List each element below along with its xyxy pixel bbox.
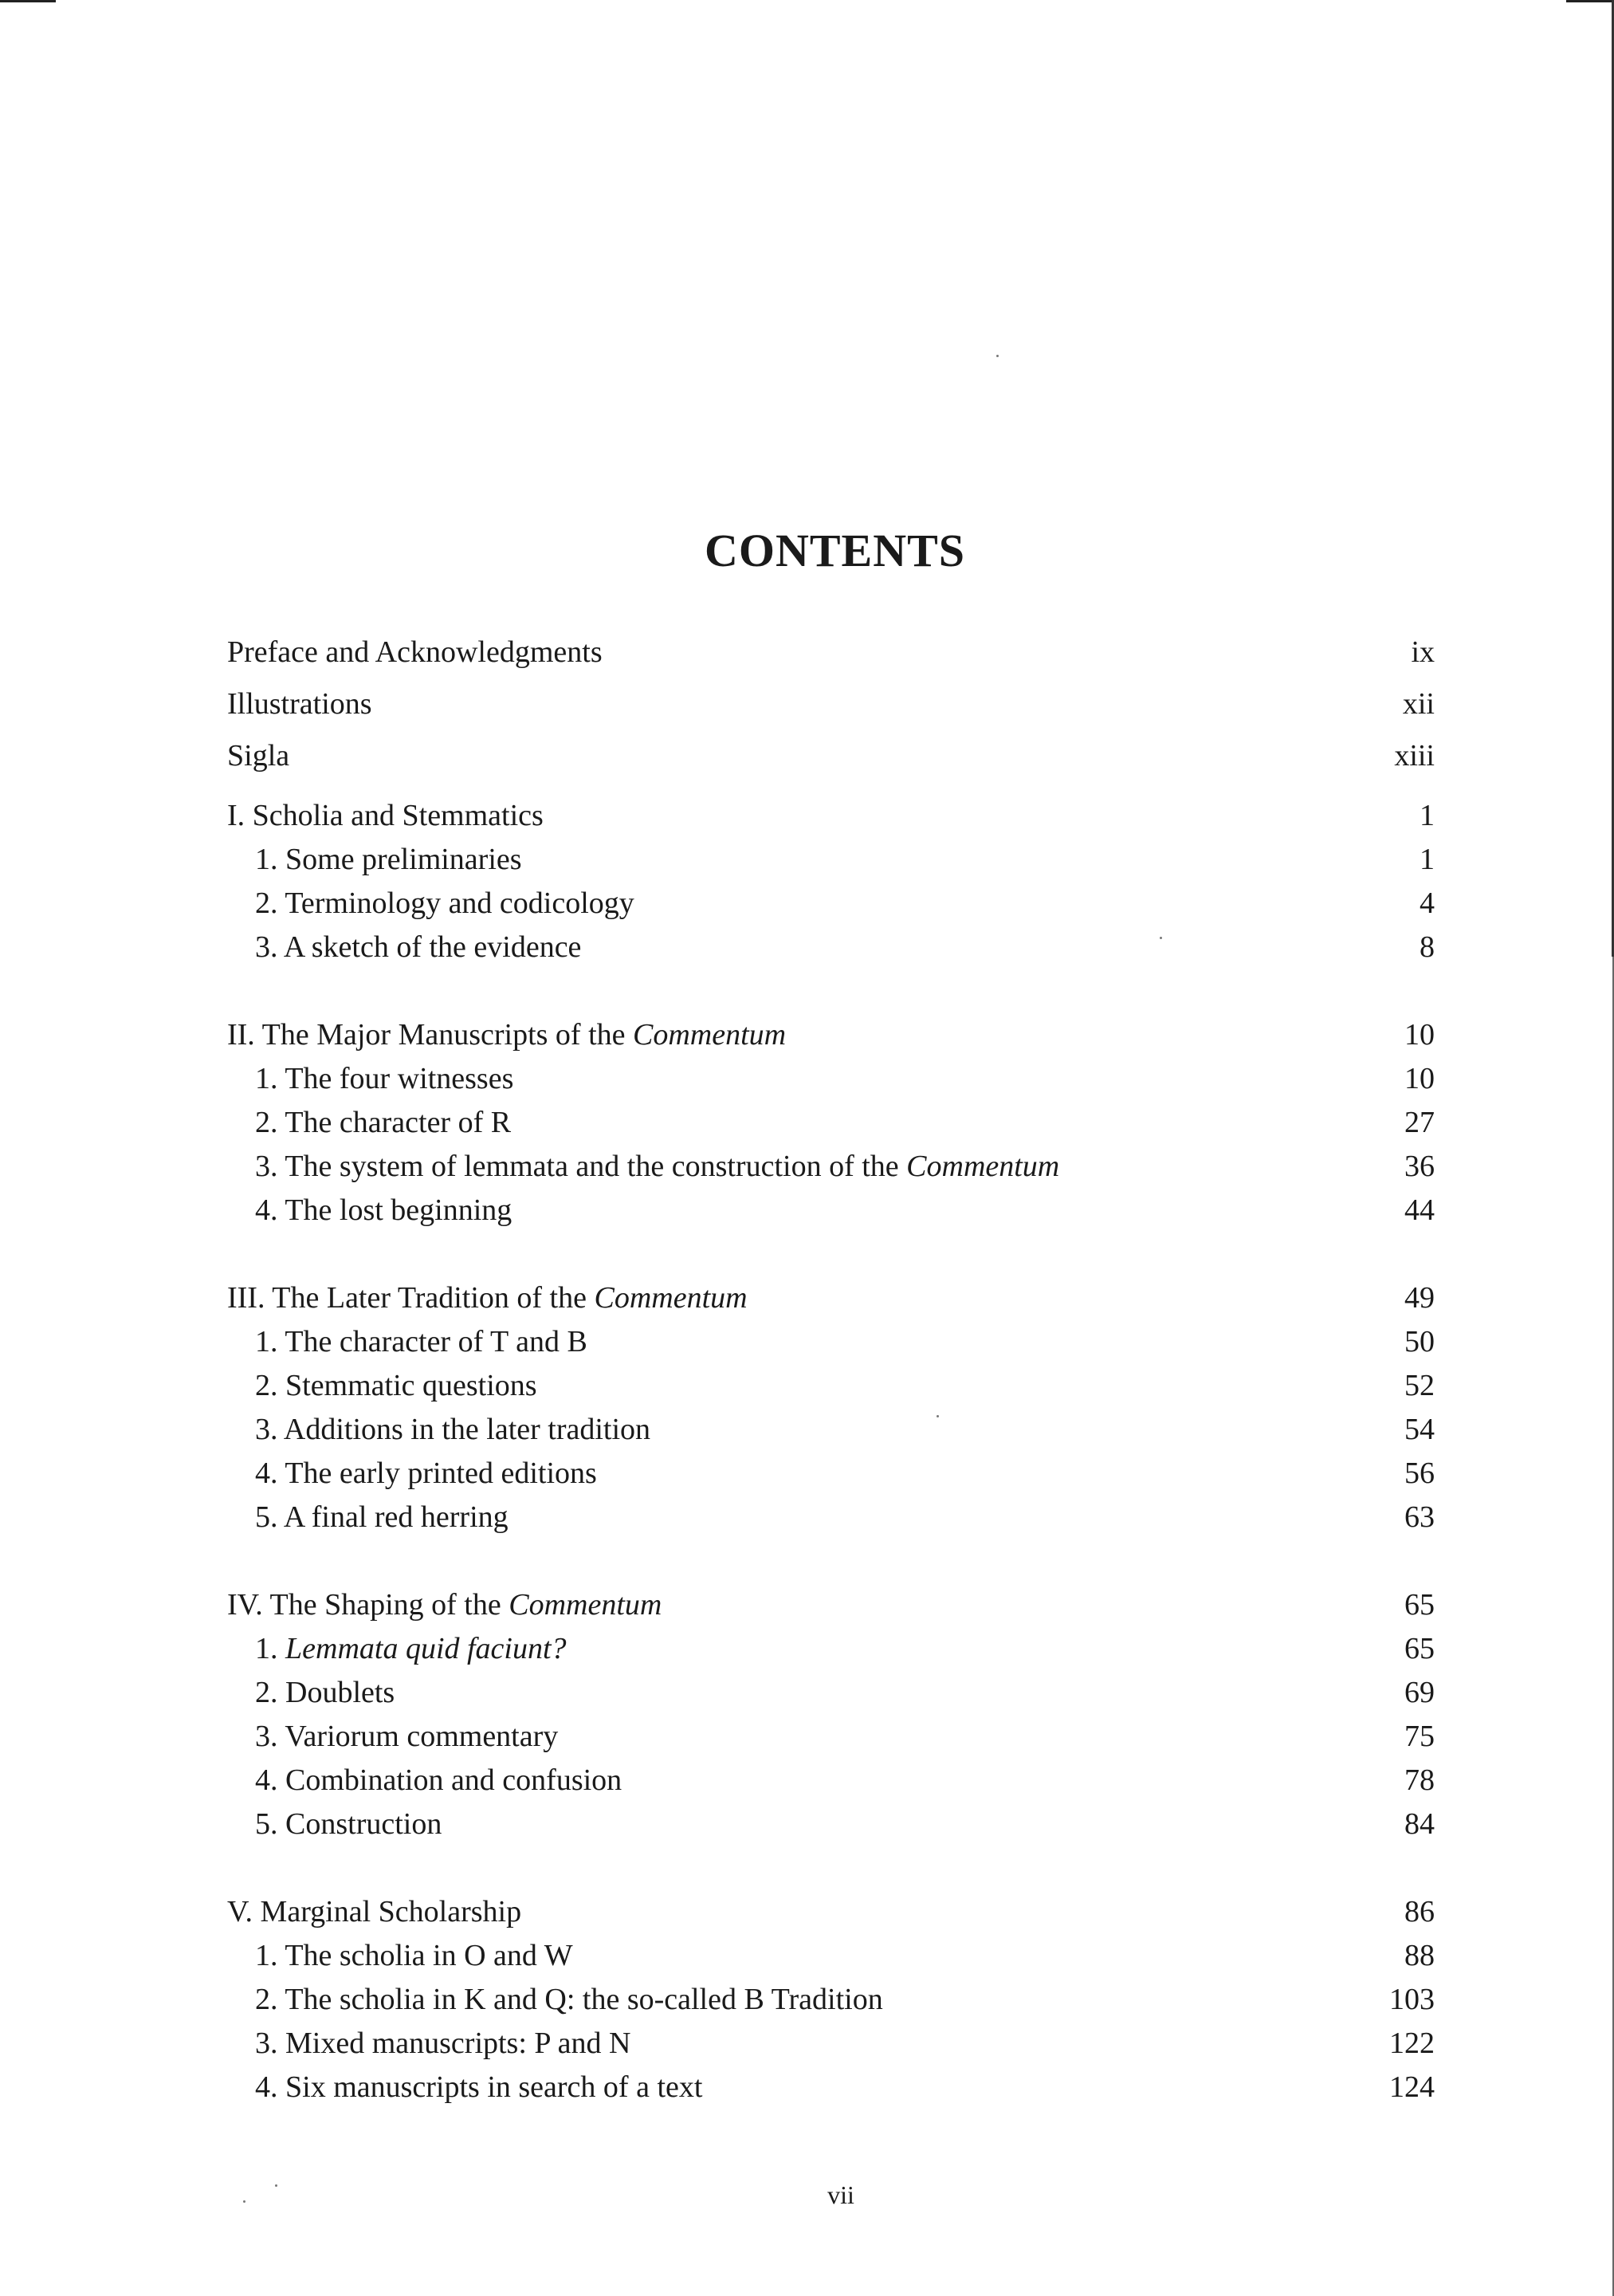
toc-entry-text: Preface and Acknowledgments: [227, 635, 603, 669]
toc-entry-label: [255, 1451, 597, 1496]
toc-entry-label: [255, 1758, 622, 1803]
toc-entry-text: II. The Major Manuscripts of the: [227, 1018, 634, 1052]
toc-entry-text: 3. The system of lemmata and the construction of the: [255, 1150, 907, 1183]
toc-entry-text: 2. Doublets: [255, 1676, 395, 1709]
toc-page-number: ix: [1411, 635, 1435, 669]
toc-entry-label: [255, 1188, 512, 1233]
toc-section: [227, 1977, 1435, 2022]
toc-section: [227, 1626, 1435, 1671]
toc-entry-text: 2. Terminology and codicology: [255, 887, 634, 920]
toc-entry-label: [255, 1056, 513, 1101]
toc-entry-text: 1. The four witnesses: [255, 1062, 514, 1095]
toc-page-number: 124: [1389, 2070, 1435, 2104]
toc-page-number: xiii: [1394, 739, 1435, 773]
toc-page-number: 4: [1420, 887, 1435, 920]
toc-section: [227, 1495, 1435, 1539]
toc-entry-label: [255, 1100, 511, 1145]
toc-entry-text: I. Scholia and Stemmatics: [227, 799, 544, 832]
toc-section: [227, 1451, 1435, 1496]
toc-section: [227, 1802, 1435, 1846]
toc-entry-label: [255, 1407, 650, 1452]
toc-entry-text: 4. Combination and confusion: [255, 1763, 622, 1797]
toc-entry-label: [227, 1012, 786, 1057]
toc-page-number: 1: [1420, 843, 1435, 876]
toc-entry-label: [255, 1144, 1059, 1189]
toc-section: [227, 1363, 1435, 1408]
toc-entry-text: 5. Construction: [255, 1807, 442, 1841]
toc-page-number: 88: [1404, 1939, 1435, 1972]
toc-section: [227, 2065, 1435, 2109]
toc-entry-label: [255, 881, 634, 926]
toc-entry-label: [255, 837, 522, 882]
toc-entry-italic-title: Commentum: [906, 1150, 1060, 1183]
toc-entry-text: 3. Mixed manuscripts: P and N: [255, 2027, 631, 2060]
toc-entry-text: 2. Stemmatic questions: [255, 1369, 537, 1402]
toc-entry-label: [255, 1714, 558, 1759]
toc-section: [227, 1407, 1435, 1452]
toc-chapter: [227, 682, 1435, 726]
toc-entry-text: 4. The early printed editions: [255, 1457, 597, 1490]
toc-section: [227, 837, 1435, 882]
toc-chapter: [227, 630, 1435, 674]
page-title: CONTENTS: [704, 524, 966, 576]
toc-page-number: 27: [1404, 1106, 1435, 1139]
toc-page-number: 56: [1404, 1457, 1435, 1490]
toc-chapter: [227, 1012, 1435, 1057]
page-number: vii: [827, 2180, 854, 2209]
toc-page-number: 1: [1420, 799, 1435, 832]
toc-entry-label: [255, 1626, 567, 1671]
toc-entry-italic-title: Commentum: [594, 1281, 748, 1315]
toc-page-number: 75: [1404, 1720, 1435, 1753]
scan-edge: [0, 0, 56, 2]
toc-page-number: 52: [1404, 1369, 1435, 1402]
toc-entry-label: [227, 793, 544, 838]
toc-page-number: 84: [1404, 1807, 1435, 1841]
toc-entry-label: [227, 1276, 748, 1320]
toc-entry-label: [227, 682, 372, 726]
toc-section: [227, 1933, 1435, 1978]
toc-page-number: 78: [1404, 1763, 1435, 1797]
toc-entry-text: Illustrations: [227, 687, 372, 721]
toc-entry-text: 4. Six manuscripts in search of a text: [255, 2070, 703, 2104]
toc-page-number: 49: [1404, 1281, 1435, 1315]
toc-entry-label: [255, 1670, 395, 1715]
toc-section: [227, 1056, 1435, 1101]
toc-section: [227, 1714, 1435, 1759]
toc-page-number: xii: [1402, 687, 1435, 721]
toc-entry-label: [227, 733, 289, 778]
toc-entry-label: [255, 1977, 883, 2022]
toc-entry-text: 3. Variorum commentary: [255, 1720, 559, 1753]
toc-page-number: 69: [1404, 1676, 1435, 1709]
toc-page-number: 10: [1404, 1018, 1435, 1052]
toc-entry-text: III. The Later Tradition of the: [227, 1281, 595, 1315]
toc-entry-label: [255, 2065, 702, 2109]
toc-section: [227, 1758, 1435, 1803]
toc-section: [227, 925, 1435, 969]
toc-entry-text: IV. The Shaping of the: [227, 1588, 509, 1622]
toc-entry-italic-title: Lemmata quid faciunt?: [285, 1632, 567, 1665]
toc-section: [227, 1319, 1435, 1364]
toc-page-number: 65: [1404, 1632, 1435, 1665]
toc-chapter: [227, 1276, 1435, 1320]
toc-section: [227, 881, 1435, 926]
toc-page-number: 8: [1420, 930, 1435, 964]
toc-entry-italic-title: Commentum: [509, 1588, 662, 1622]
toc-page-number: 86: [1404, 1895, 1435, 1928]
toc-entry-label: [255, 2021, 630, 2066]
toc-page-number: 54: [1404, 1413, 1435, 1446]
toc-section: [227, 1100, 1435, 1145]
toc-entry-text: 3. A sketch of the evidence: [255, 930, 582, 964]
toc-entry-text: 2. The character of R: [255, 1106, 512, 1139]
toc-section: [227, 2021, 1435, 2066]
toc-entry-label: [255, 1802, 442, 1846]
toc-entry-text: Sigla: [227, 739, 290, 773]
toc-chapter: [227, 733, 1435, 778]
toc-entry-label: [227, 630, 603, 674]
toc-chapter: [227, 1582, 1435, 1627]
toc-entry-text: 1. Some preliminaries: [255, 843, 522, 876]
toc-entry-label: [255, 1495, 509, 1539]
scan-edge: [1566, 0, 1614, 2]
toc-page-number: 63: [1404, 1500, 1435, 1534]
toc-entry-label: [255, 925, 581, 969]
toc-chapter: [227, 793, 1435, 838]
toc-section: [227, 1670, 1435, 1715]
toc-chapter: [227, 1889, 1435, 1934]
scan-speck: [996, 355, 999, 357]
toc-entry-text: 1. The character of T and B: [255, 1325, 587, 1358]
toc-section: [227, 1188, 1435, 1233]
toc-page-number: 10: [1404, 1062, 1435, 1095]
toc-page-number: 50: [1404, 1325, 1435, 1358]
toc-entry-label: [227, 1582, 662, 1627]
toc-entry-text: 1. The scholia in O and W: [255, 1939, 573, 1972]
toc-entry-text: 1.: [255, 1632, 285, 1665]
toc-page-number: 122: [1389, 2027, 1435, 2060]
toc-page-number: 103: [1389, 1983, 1435, 2016]
toc-section: [227, 1144, 1435, 1189]
toc-page-number: 36: [1404, 1150, 1435, 1183]
toc-entry-label: [255, 1933, 573, 1978]
toc-page-number: 65: [1404, 1588, 1435, 1622]
toc-entry-text: V. Marginal Scholarship: [227, 1895, 522, 1928]
toc-entry-label: [255, 1363, 537, 1408]
toc-entry-text: 2. The scholia in K and Q: the so-called B Tradition: [255, 1983, 883, 2016]
toc-entry-text: 3. Additions in the later tradition: [255, 1413, 651, 1446]
toc-entry-text: 5. A final red herring: [255, 1500, 509, 1534]
toc-entry-text: 4. The lost beginning: [255, 1193, 512, 1227]
toc-entry-label: [227, 1889, 521, 1934]
toc-page-number: 44: [1404, 1193, 1435, 1227]
toc-entry-italic-title: Commentum: [633, 1018, 787, 1052]
toc-entry-label: [255, 1319, 587, 1364]
